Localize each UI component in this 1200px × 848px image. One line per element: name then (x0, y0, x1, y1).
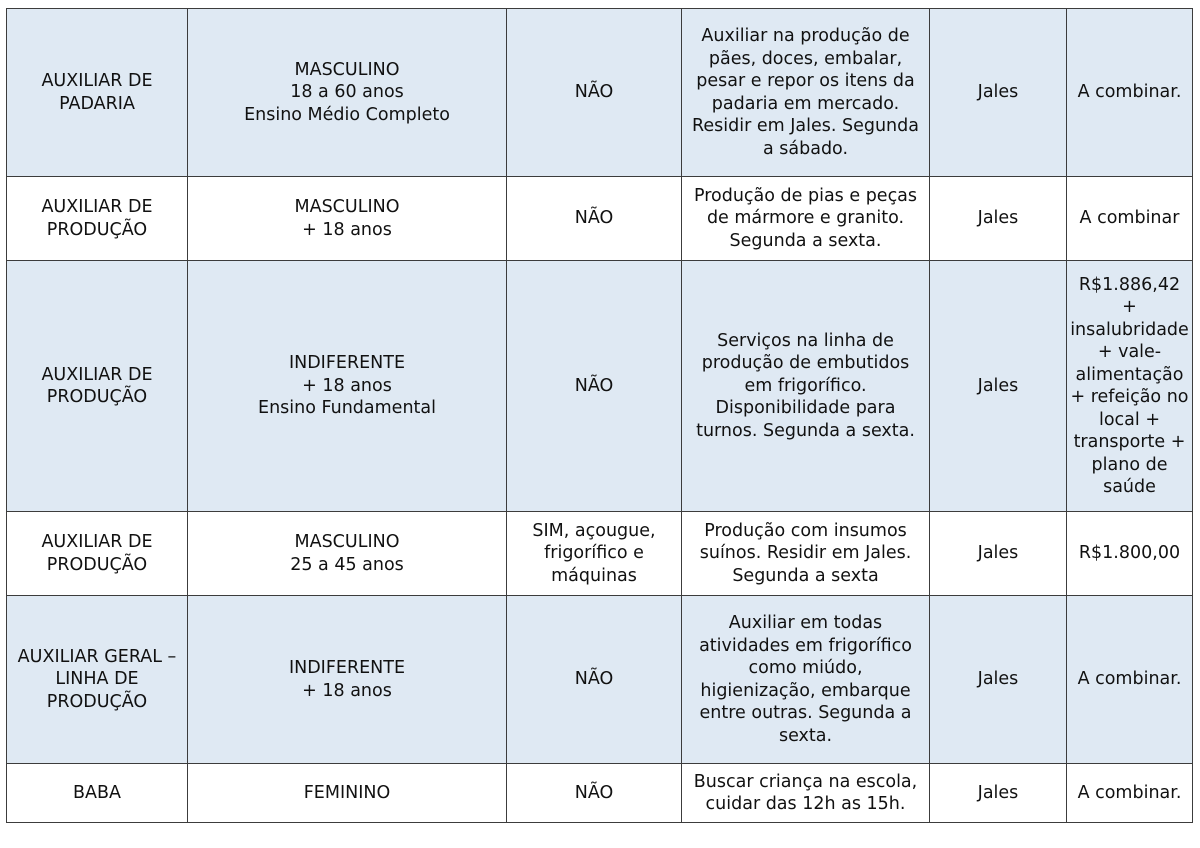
experience-cell: NÃO (507, 764, 682, 823)
job-row (7, 512, 1193, 596)
job-row (7, 9, 1193, 177)
description-cell: Produção com insumos suínos. Residir em Jales. Segunda a sexta (682, 512, 930, 596)
requirements-cell: MASCULINO + 18 anos (188, 177, 507, 261)
description-cell: Serviços na linha de produção de embutidos em frigorífico. Disponibilidade para turnos. Segunda a sexta. (682, 261, 930, 512)
requirements-cell: FEMININO (188, 764, 507, 823)
experience-cell: NÃO (507, 261, 682, 512)
job-title-cell: AUXILIAR DE PADARIA (7, 9, 188, 177)
job-listings-sheet (6, 8, 1192, 823)
experience-cell: SIM, açougue, frigorífico e máquinas (507, 512, 682, 596)
salary-cell: A combinar. (1067, 596, 1193, 764)
requirements-cell: INDIFERENTE + 18 anos Ensino Fundamental (188, 261, 507, 512)
salary-cell: A combinar. (1067, 9, 1193, 177)
job-row (7, 177, 1193, 261)
description-cell: Produção de pias e peças de mármore e granito. Segunda a sexta. (682, 177, 930, 261)
description-cell: Buscar criança na escola, cuidar das 12h as 15h. (682, 764, 930, 823)
experience-cell: NÃO (507, 177, 682, 261)
job-title-cell: AUXILIAR DE PRODUÇÃO (7, 177, 188, 261)
job-row (7, 764, 1193, 823)
salary-cell: A combinar. (1067, 764, 1193, 823)
description-cell: Auxiliar em todas atividades em frigorífico como miúdo, higienização, embarque entre outras. Segunda a sexta. (682, 596, 930, 764)
job-title-cell: AUXILIAR GERAL – LINHA DE PRODUÇÃO (7, 596, 188, 764)
salary-cell: R$1.886,42 + insalubridade + vale- alimentação + refeição no local + transporte + plano de saúde (1067, 261, 1193, 512)
job-listings-table (6, 8, 1193, 823)
job-title-cell: AUXILIAR DE PRODUÇÃO (7, 512, 188, 596)
requirements-cell: MASCULINO 25 a 45 anos (188, 512, 507, 596)
salary-cell: R$1.800,00 (1067, 512, 1193, 596)
description-cell: Auxiliar na produção de pães, doces, embalar, pesar e repor os itens da padaria em mercado. Residir em Jales. Segunda a sábado. (682, 9, 930, 177)
requirements-cell: INDIFERENTE + 18 anos (188, 596, 507, 764)
city-cell: Jales (930, 764, 1067, 823)
salary-cell: A combinar (1067, 177, 1193, 261)
job-row (7, 596, 1193, 764)
city-cell: Jales (930, 9, 1067, 177)
job-title-cell: BABA (7, 764, 188, 823)
job-row (7, 261, 1193, 512)
city-cell: Jales (930, 261, 1067, 512)
job-title-cell: AUXILIAR DE PRODUÇÃO (7, 261, 188, 512)
city-cell: Jales (930, 512, 1067, 596)
requirements-cell: MASCULINO 18 a 60 anos Ensino Médio Completo (188, 9, 507, 177)
experience-cell: NÃO (507, 9, 682, 177)
city-cell: Jales (930, 596, 1067, 764)
city-cell: Jales (930, 177, 1067, 261)
experience-cell: NÃO (507, 596, 682, 764)
